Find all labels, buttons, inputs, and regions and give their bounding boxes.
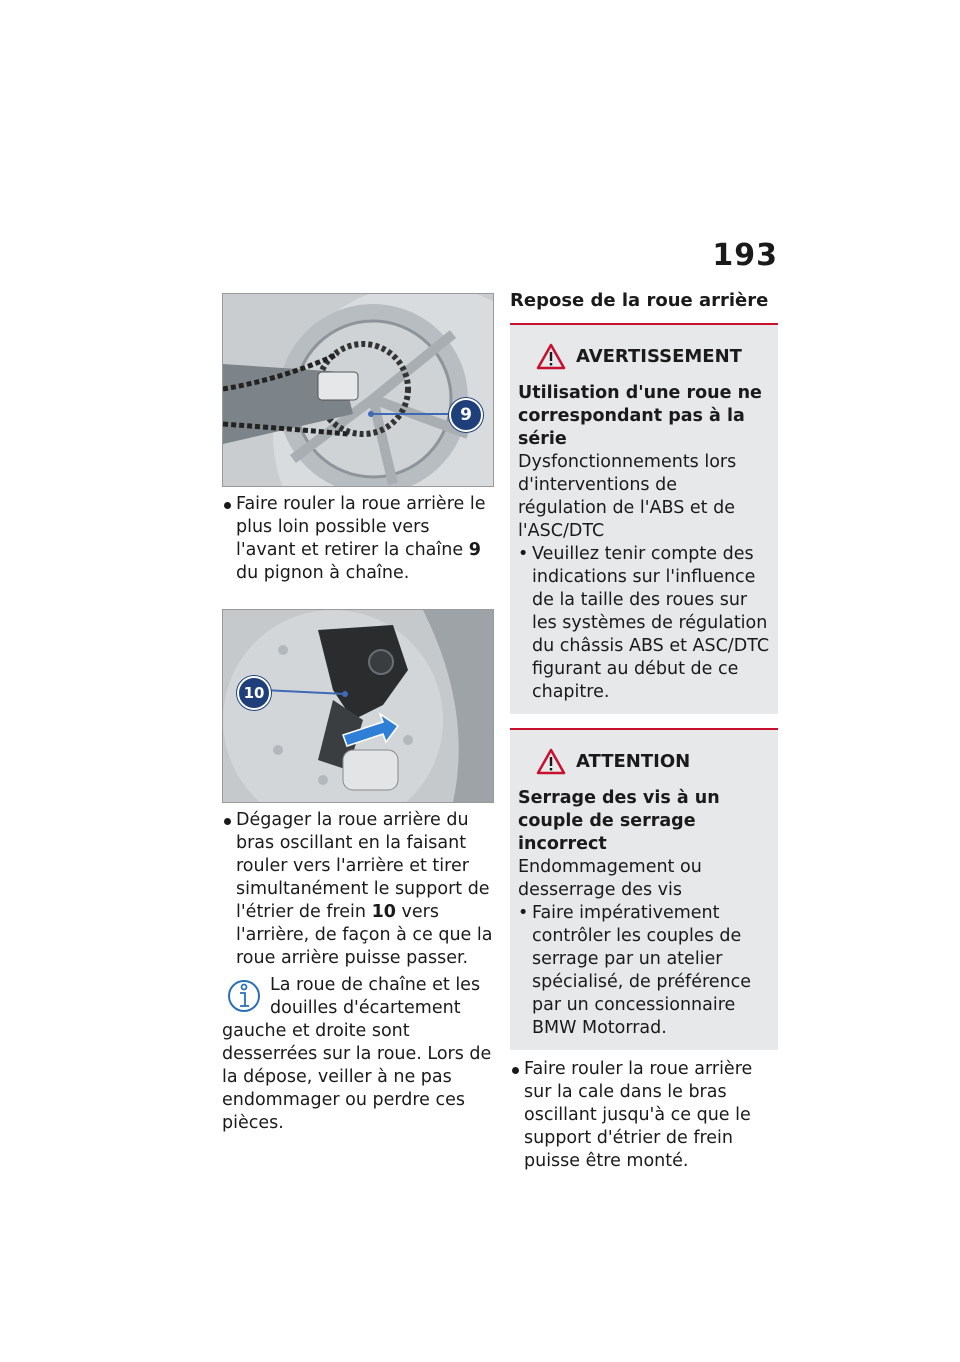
step-2-text-b: vers l'arrière, de façon à ce que la roue arrière puisse passer. — [236, 902, 493, 968]
step-bullet-1 — [222, 493, 494, 585]
warning-label: AVERTISSEMENT — [576, 346, 742, 367]
warning-triangle-icon — [536, 343, 566, 370]
figure-brake-caliper — [222, 609, 494, 803]
chain-sprocket-photo — [223, 294, 493, 486]
step-2-text-a: Dégager la roue arrière du bras oscillant en la faisant rouler vers l'arrière et tirer simultanément le support de l'étrier de frein — [236, 810, 490, 922]
warning-header — [518, 748, 770, 775]
warning-bullet: • Faire impérativement contrôler les couples de serrage par un atelier spécialisé, de préférence par un concessionnaire BMW Motorrad. — [518, 902, 770, 1040]
warning-triangle-icon — [536, 748, 566, 775]
step-bullet-2 — [222, 809, 494, 970]
warning-text: Dysfonctionnements lors d'interventions de régulation de l'ABS et de l'ASC/DTC — [518, 452, 737, 541]
warning-box-avertissement — [510, 323, 778, 714]
step-bullet-3 — [510, 1058, 778, 1173]
step-1-text-a: Faire rouler la roue arrière le plus loin possible vers l'avant et retirer la chaîne — [236, 494, 486, 560]
info-icon — [226, 976, 262, 1016]
left-column — [222, 293, 494, 1135]
bullet-dot — [224, 818, 231, 825]
warning-label: ATTENTION — [576, 751, 691, 772]
step-1-text-b: du pignon à chaîne. — [236, 563, 410, 583]
callout-9: 9 — [449, 398, 483, 432]
step-3-text: Faire rouler la roue arrière sur la cale dans le bras oscillant jusqu'à ce que le support d'étrier de frein puisse être monté. — [524, 1059, 753, 1171]
page-number: 193 — [712, 238, 778, 273]
info-note-text: La roue de chaîne et les douilles d'écartement gauche et droite sont desserrées sur la roue. Lors de la dépose, veiller à ne pas endommager ou perdre ces pièces. — [222, 975, 492, 1133]
warning-header — [518, 343, 770, 370]
bullet-dot — [224, 502, 231, 509]
figure-chain-removal — [222, 293, 494, 487]
warning-bullet: • Veuillez tenir compte des indications sur l'influence de la taille des roues sur les systèmes de régulation du châssis ABS et ASC/DTC figurant au début de ce chapitre. — [518, 543, 770, 704]
step-2-ref: 10 — [371, 902, 396, 922]
bullet-dot — [512, 1067, 519, 1074]
right-column — [510, 290, 778, 1173]
step-1-ref: 9 — [468, 540, 481, 560]
warning-title: Utilisation d'une roue ne correspondant pas à la série — [518, 383, 762, 449]
section-title: Repose de la roue arrière — [510, 290, 769, 311]
warning-title: Serrage des vis à un couple de serrage incorrect — [518, 788, 720, 854]
info-note — [222, 974, 494, 1135]
warning-box-attention — [510, 728, 778, 1050]
warning-text: Endommagement ou desserrage des vis — [518, 857, 702, 900]
callout-10: 10 — [237, 676, 271, 710]
